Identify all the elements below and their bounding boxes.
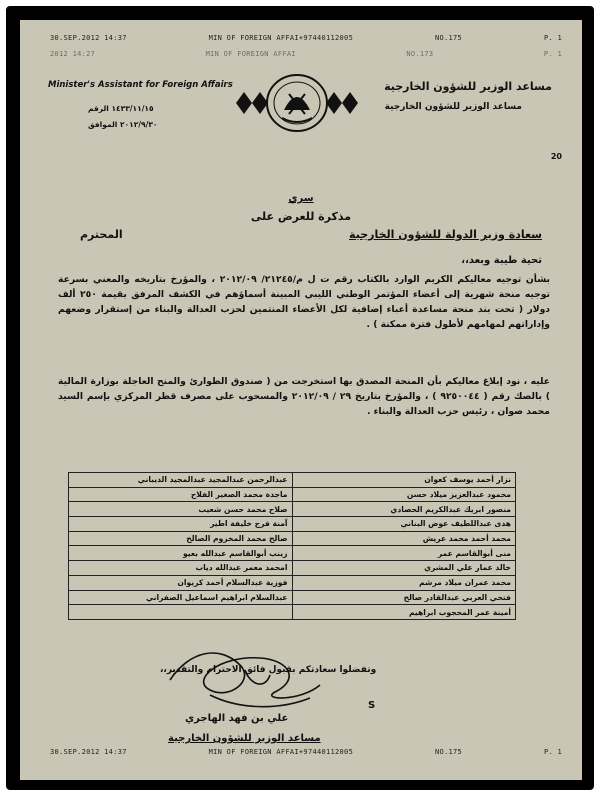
body-paragraph-1: بشأن توجيه معاليكم الكريم الوارد بالكتاب رقم ت ل م/٢١٢٤٥/ ٢٠١٢/٠٩ ، والمؤرخ بتاريخه والمعني بسرعة توجيه منحة شهرية إلى أعضاء المؤتمر الوطني الليبي المبينة أسماؤهم في الكشف المرفق بقيمة ٢٥٠ ألف دولار ( تحت بند منحة مساعدة أعباء إضافية لكل الأعضاء المنتمين لحزب العدالة والبناء من إستقرار وضعهم وإداراتهم لمهامهم لأطول فترة ممكنة ) . [58,274,550,330]
table-row [69,531,516,546]
reference-date [58,120,158,129]
fax-date: 30.SEP.2012 14:37 [50,34,127,42]
table-cell: آمنة فرج خليفة اطير [69,517,293,532]
fax-footer-date: 30.SEP.2012 14:37 [50,748,127,756]
fax-ghost-time: 2012 14:27 [50,50,96,58]
names-table [68,472,516,620]
signature-scribble-icon [150,640,340,715]
reference-date-label: الموافق [88,120,118,129]
table-cell: امحمد معمر عبدالله دياب [69,561,293,576]
table-cell: محمد عمران ميلاد مرشم [292,575,516,590]
table-row [69,575,516,590]
table-row [69,590,516,605]
body-paragraph-2: عليه ، نود إبلاغ معاليكم بأن المنحة المصدق بها استخرجت من ( صندوق الطوارئ والمنح العاجلة بوزارة المالية ) بالصك رقم ( ٩٢٥٠٠٤٤ ) ، والمؤرخ بتاريخ ٢٩ / ٢٠١٢/٠٩ والمسحوب على مصرف قطر المركزي بإسم السيد محمد صوان ، رئيس حزب العدالة والبناء . [58,376,550,417]
classification-label: سري [288,193,314,204]
page-mark: 20 [550,152,562,161]
fax-footer-page: P. 1 [543,748,562,756]
reference-number [58,104,154,113]
table-row [69,502,516,517]
fax-footer-line [50,748,562,756]
fax-sender: MIN OF FOREIGN AFFAI+97440112005 [208,34,354,42]
signature-mark: S [368,700,376,711]
qatar-emblem-icon [232,70,362,136]
memo-title: مذكرة للعرض على [250,210,352,223]
fax-number: NO.175 [434,34,463,42]
memo-recipient: سعادة وزير الدولة للشؤون الخارجية [349,228,542,241]
table-cell: منى أبوالقاسم عمر [292,546,516,561]
table-cell: خالد عمار علي المشري [292,561,516,576]
memo-greeting: تحية طيبة وبعد،، [461,255,542,266]
letterhead-english-title: Minister's Assistant for Foreign Affairs [48,80,233,90]
table-row [69,517,516,532]
table-cell: أمينة عمر المحجوب ابراهيم [292,605,516,620]
table-row [69,561,516,576]
signatory-name: علي بن فهد الهاجري [185,713,289,724]
signatory-title: مساعد الوزير للشؤون الخارجية [168,733,321,744]
fax-ghost-line [50,50,562,58]
fax-ghost-number: NO.173 [406,50,434,58]
table-cell: منصور ابريك عبدالكريم الحصادي [292,502,516,517]
reference-date-value: ٢٠١٢/٩/٣٠ [119,120,158,129]
table-cell: فوزية عبدالسلام أحمد كريوان [69,575,293,590]
table-cell: زينب أبوالقاسم عبدالله بعيو [69,546,293,561]
table-cell: محمود عبدالعزيز ميلاد حسن [292,487,516,502]
memo-recipient-line [80,228,542,241]
letterhead-arabic-subtitle: مساعد الوزير للشؤون الخارجية [384,102,522,112]
fax-header-line [50,34,562,42]
table-cell: صالح محمد المخزوم الصالح [69,531,293,546]
fax-ghost-sender: MIN OF FOREIGN AFFAI [205,50,296,58]
table-row [69,546,516,561]
fax-ghost-page: P. 1 [543,50,562,58]
letterhead-arabic-title: مساعد الوزير للشؤون الخارجية [384,80,552,93]
table-cell: هدى عبداللطيف عوض البناني [292,517,516,532]
table-cell: صلاح محمد حسن شعيب [69,502,293,517]
fax-document [20,20,582,780]
table-cell: ماجدة محمد الصغير الفلاح [69,487,293,502]
fax-page: P. 1 [543,34,562,42]
reference-number-label: الرقم [88,104,109,113]
table-cell: عبدالسلام ابراهيم اسماعيل الصفراني [69,590,293,605]
fax-footer-sender: MIN OF FOREIGN AFFAI+97440112005 [208,748,354,756]
table-cell: عبدالرحمن عبدالمجيد عبدالمجيد الديباني [69,473,293,488]
table-row [69,605,516,620]
table-cell: فتحي العربي عبدالقادر صالح [292,590,516,605]
table-row [69,487,516,502]
memo-honorific: المحترم [80,228,123,241]
table-cell [69,605,293,620]
reference-number-value: ١٤٣٣/١١/١٥ [111,104,154,113]
fax-footer-number: NO.175 [434,748,463,756]
table-cell: نزار أحمد يوسف كعوان [292,473,516,488]
table-cell: محمد أحمد محمد عريش [292,531,516,546]
closing-line: وتفضلوا سعادتكم بقبول فائق الاحترام والتقدير،، [160,665,377,675]
table-row [69,473,516,488]
